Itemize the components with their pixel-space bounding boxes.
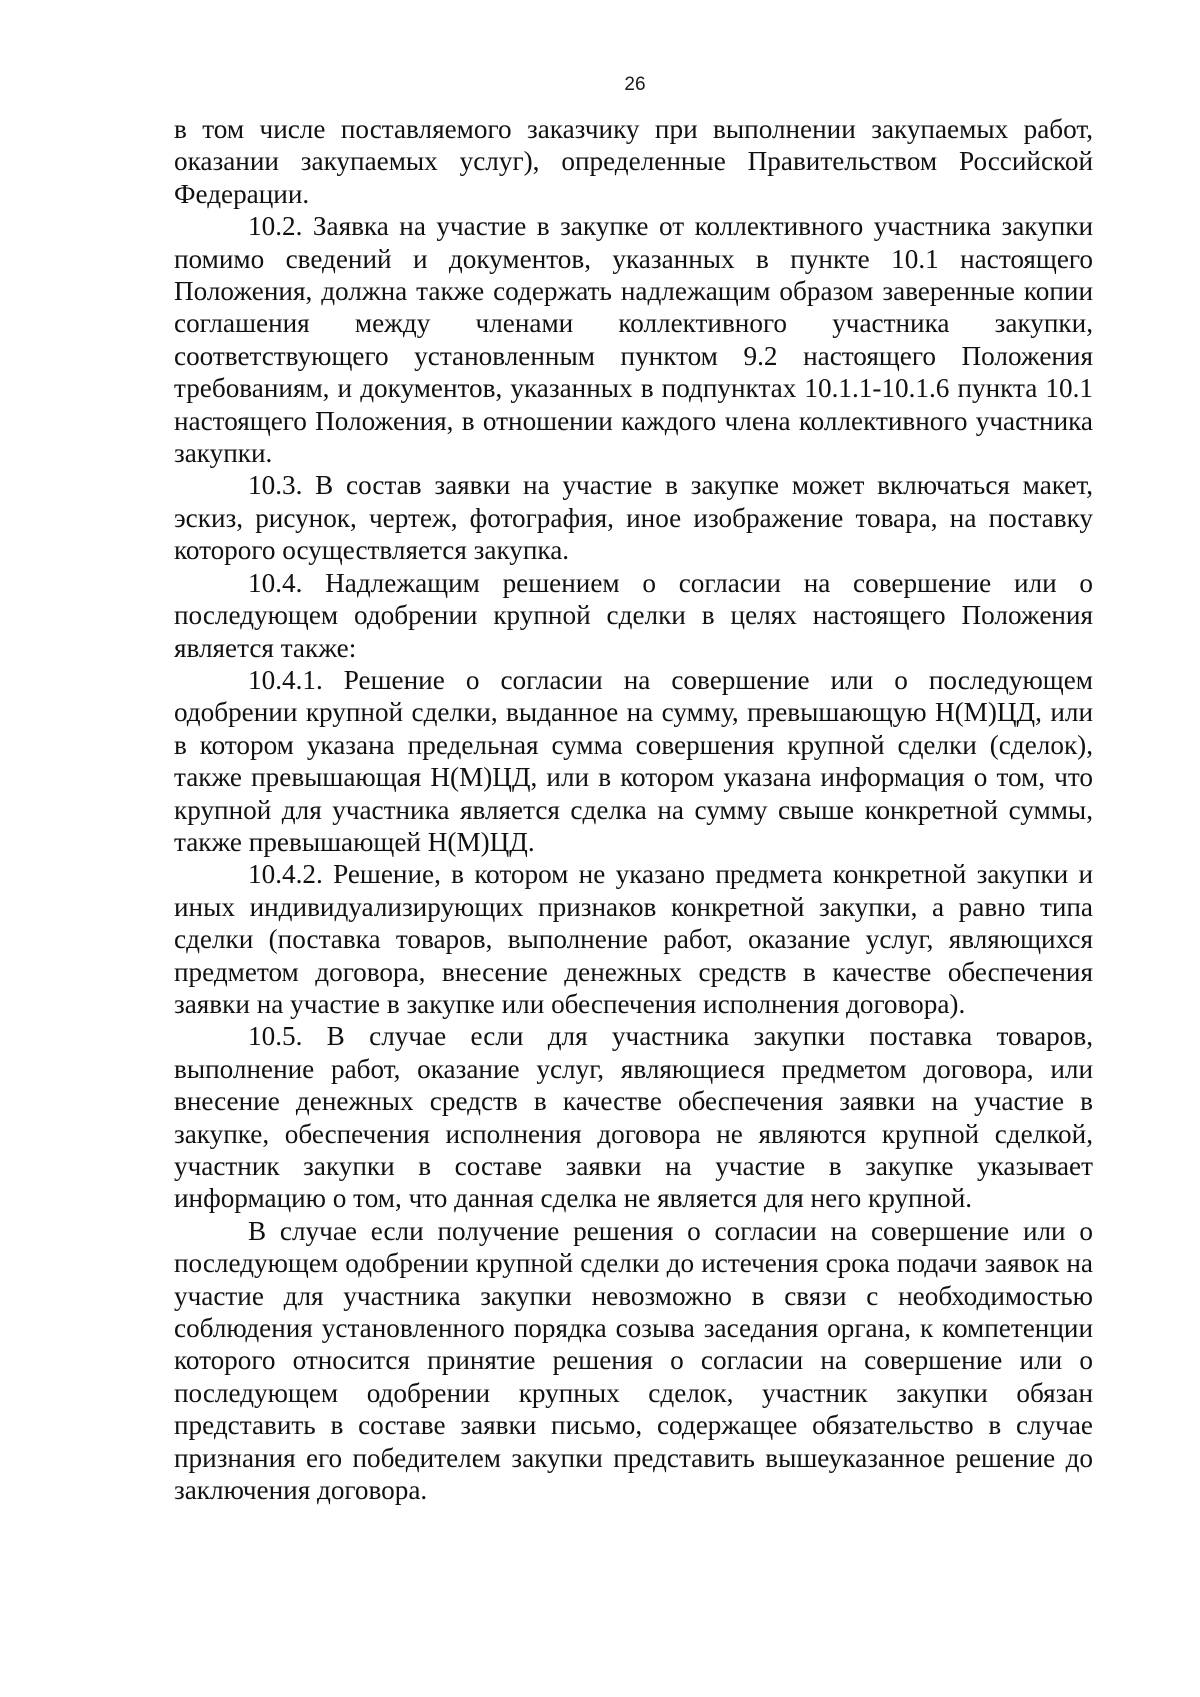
page-number: 26 xyxy=(624,74,646,95)
paragraph-10-4-1: 10.4.1. Решение о согласии на совершение или о последующем одобрении крупной сделки, выданное на сумму, превышающую Н(М)ЦД, или в котором указана предельная сумма совершения крупной сделки (сделок), также превышающая Н(М)ЦД, или в котором указана информация о том, что крупной для участника является сделка на сумму свыше конкретной суммы, также превышающей Н(М)ЦД. xyxy=(174,664,1093,857)
paragraph-10-4: 10.4. Надлежащим решением о согласии на совершение или о последующем одобрении крупной сделки в целях настоящего Положения является также: xyxy=(174,567,1093,663)
paragraph-10-3: 10.3. В состав заявки на участие в закупке может включаться макет, эскиз, рисунок, чертеж, фотография, иное изображение товара, на поставку которого осуществляется закупка. xyxy=(174,470,1093,566)
paragraph-10-2: 10.2. Заявка на участие в закупке от коллективного участника закупки помимо сведений и документов, указанных в пункте 10.1 настоящего Положения, должна также содержать надлежащим образом заверенные копии соглашения между членами коллективного участника закупки, соответствующего установленным пунктом 9.2 настоящего Положения требованиям, и документов, указанных в подпунктах 10.1.1-10.1.6 пункта 10.1 настоящего Положения, в отношении каждого члена коллективного участника закупки. xyxy=(174,211,1093,469)
paragraph-10-4-2: 10.4.2. Решение, в котором не указано предмета конкретной закупки и иных индивидуализирующих признаков конкретной закупки, а равно типа сделки (поставка товаров, выполнение работ, оказание услуг, являющихся предметом договора, внесение денежных средств в качестве обеспечения заявки на участие в закупке или обеспечения исполнения договора). xyxy=(174,859,1093,1019)
paragraph-continuation: в том числе поставляемого заказчику при выполнении закупаемых работ, оказании закупаемых услуг), определенные Правительством Российской Федерации. xyxy=(174,114,1093,209)
paragraph-10-5: 10.5. В случае если для участника закупки поставка товаров, выполнение работ, оказание услуг, являющиеся предметом договора, или внесение денежных средств в качестве обеспечения заявки на участие в закупке, обеспечения исполнения договора не являются крупной сделкой, участник закупки в составе заявки на участие в закупке указывает информацию о том, что данная сделка не является для него крупной. xyxy=(174,1021,1093,1214)
document-body xyxy=(174,113,1093,1506)
paragraph-10-5-continued: В случае если получение решения о согласии на совершение или о последующем одобрении крупной сделки до истечения срока подачи заявок на участие для участника закупки невозможно в связи с необходимостью соблюдения установленного порядка созыва заседания органа, к компетенции которого относится принятие решения о согласии на совершение или о последующем одобрении крупных сделок, участник закупки обязан представить в составе заявки письмо, содержащее обязательство в случае признания его победителем закупки представить вышеуказанное решение до заключения договора. xyxy=(174,1215,1093,1506)
